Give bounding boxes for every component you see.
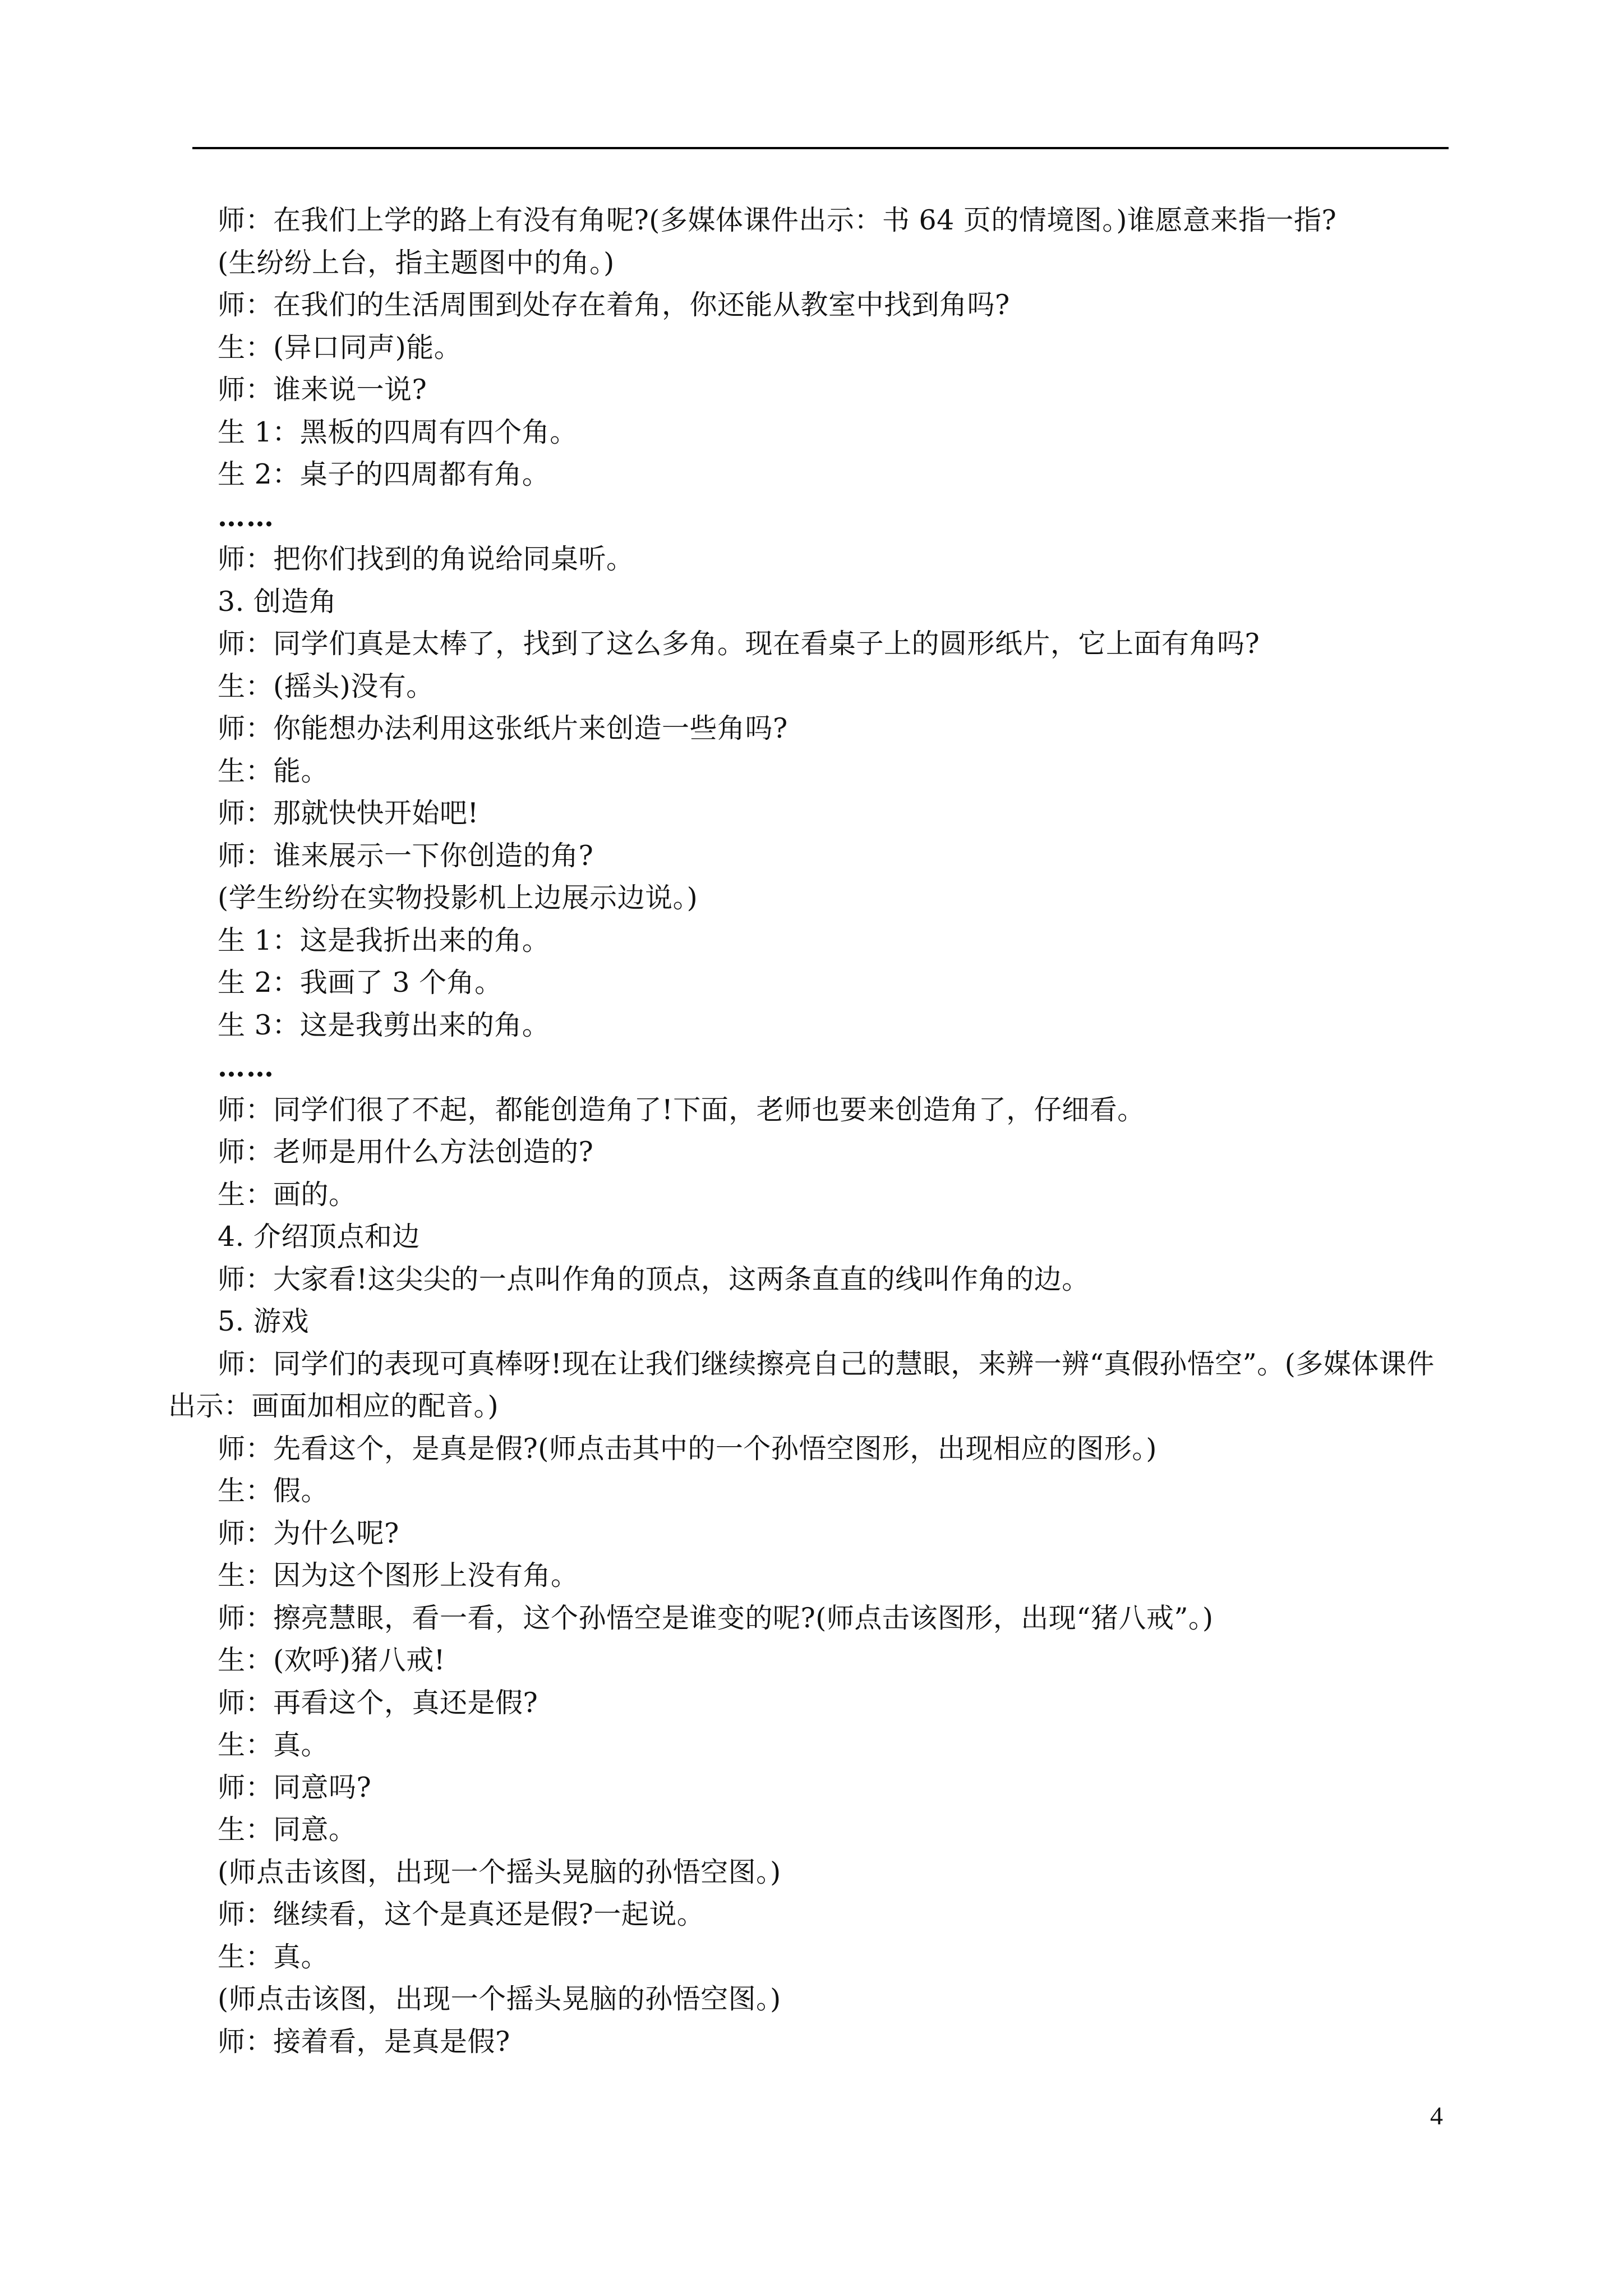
text-line: 师：谁来展示一下你创造的角? — [218, 839, 594, 872]
section-heading: 5. 游戏 — [218, 1305, 309, 1337]
text-line: (学生纷纷在实物投影机上边展示边说。) — [218, 882, 698, 914]
text-line: 生：真。 — [218, 1940, 329, 1973]
text-line: 生：(异口同声)能。 — [218, 331, 462, 364]
section-heading: 3. 创造角 — [218, 585, 337, 618]
text-line: 生：画的。 — [218, 1178, 357, 1211]
text-line: 生：能。 — [218, 754, 329, 787]
text-line: 师：再看这个，真还是假? — [218, 1686, 538, 1719]
text-line: 生 3：这是我剪出来的角。 — [218, 1009, 550, 1041]
text-paragraph: 师：同学们的表现可真棒呀!现在让我们继续擦亮自己的慧眼，来辨一辨“真假孙悟空”。(多媒体课件出示：画面加相应的配音。) — [168, 1347, 1435, 1422]
text-line: 师：先看这个，是真是假?(师点击其中的一个孙悟空图形，出现相应的图形。) — [218, 1432, 1158, 1465]
text-line: 师：同学们很了不起，都能创造角了!下面，老师也要来创造角了，仔细看。 — [218, 1093, 1145, 1126]
text-line: 师：继续看，这个是真还是假?一起说。 — [218, 1898, 705, 1930]
text-line: 师：老师是用什么方法创造的? — [218, 1136, 594, 1168]
header-rule — [192, 147, 1449, 149]
text-line: 生 2：桌子的四周都有角。 — [218, 458, 550, 490]
text-line: (师点击该图，出现一个摇头晃脑的孙悟空图。) — [218, 1983, 781, 2015]
text-line: 师：在我们的生活周围到处存在着角，你还能从教室中找到角吗? — [218, 289, 1010, 321]
text-line: 生：假。 — [218, 1475, 329, 1507]
text-line: 生：因为这个图形上没有角。 — [218, 1559, 579, 1591]
text-line: 师：擦亮慧眼，看一看，这个孙悟空是谁变的呢?(师点击该图形，出现“猪八戒”。) — [218, 1602, 1214, 1634]
page-number: 4 — [1430, 2101, 1443, 2130]
text-line: 生 1：黑板的四周有四个角。 — [218, 416, 578, 448]
text-line: 师：把你们找到的角说给同桌听。 — [218, 543, 634, 575]
text-line: 师：在我们上学的路上有没有角呢?(多媒体课件出示：书 64 页的情境图。)谁愿意来指一指? — [218, 204, 1337, 236]
text-line: 师：为什么呢? — [218, 1517, 399, 1549]
text-line: 师：大家看!这尖尖的一点叫作角的顶点，这两条直直的线叫作角的边。 — [218, 1263, 1090, 1295]
ellipsis-line: …… — [218, 1051, 275, 1083]
text-line: 生：(欢呼)猪八戒! — [218, 1644, 445, 1676]
document-body — [168, 199, 1453, 2063]
text-line: 生：同意。 — [218, 1814, 357, 1846]
text-line: 师：同意吗? — [218, 1771, 372, 1803]
section-heading: 4. 介绍顶点和边 — [218, 1221, 420, 1253]
text-line: (师点击该图，出现一个摇头晃脑的孙悟空图。) — [218, 1856, 781, 1888]
text-line: 师：你能想办法利用这张纸片来创造一些角吗? — [218, 712, 788, 744]
text-line: 师：接着看，是真是假? — [218, 2025, 510, 2058]
text-line: 师：同学们真是太棒了，找到了这么多角。现在看桌子上的圆形纸片，它上面有角吗? — [218, 628, 1260, 660]
ellipsis-line: …… — [218, 500, 275, 533]
text-line: (生纷纷上台，指主题图中的角。) — [218, 246, 615, 279]
text-line: 生 1：这是我折出来的角。 — [218, 924, 550, 956]
text-line: 生：真。 — [218, 1729, 329, 1761]
text-line: 师：谁来说一说? — [218, 374, 427, 406]
text-line: 生：(摇头)没有。 — [218, 670, 434, 702]
text-line: 生 2：我画了 3 个角。 — [218, 967, 502, 999]
text-line: 师：那就快快开始吧! — [218, 797, 479, 829]
